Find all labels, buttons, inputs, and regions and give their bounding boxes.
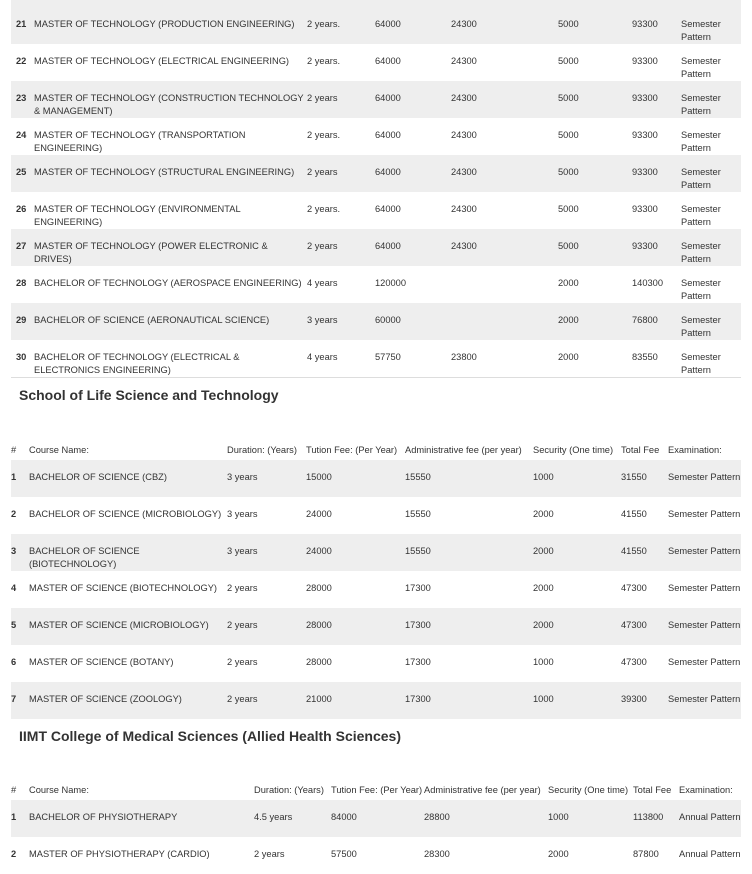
row-number: 2: [11, 509, 17, 519]
security-deposit: 5000: [558, 155, 632, 192]
table-row: [11, 571, 741, 608]
total-fee: 93300: [632, 229, 681, 266]
life-science-fee-table: [11, 424, 741, 719]
administrative-fee: 15550: [405, 534, 533, 571]
row-number: 1: [11, 460, 29, 497]
total-fee: 47300: [621, 608, 668, 645]
total-fee: 93300: [632, 7, 681, 44]
row-number: 4: [11, 583, 17, 593]
security-deposit: 5000: [558, 204, 579, 214]
course-name: BACHELOR OF SCIENCE (CBZ): [29, 460, 227, 497]
section-title-medical: IIMT College of Medical Sciences (Allied Health Sciences): [19, 728, 401, 744]
header-tuition-fee: Tution Fee: (Per Year): [306, 445, 398, 455]
administrative-fee: 24300: [451, 155, 558, 192]
security-deposit: 1000: [548, 800, 633, 837]
duration: 3 years: [307, 303, 375, 340]
security-deposit: 5000: [558, 56, 579, 66]
tuition-fee: 120000: [375, 278, 407, 288]
administrative-fee: 15550: [405, 509, 431, 519]
row-number: 7: [11, 682, 29, 719]
table-row: [11, 81, 741, 118]
duration: 2 years: [227, 682, 306, 719]
total-fee: 47300: [621, 583, 647, 593]
tuition-fee: 64000: [375, 204, 401, 214]
course-name: MASTER OF TECHNOLOGY (ELECTRICAL ENGINEERING): [34, 56, 290, 66]
examination-pattern: Semester Pattern: [668, 534, 741, 571]
table-row: [11, 303, 741, 340]
examination-pattern: Semester Pattern: [668, 682, 741, 719]
tuition-fee: 24000: [306, 509, 332, 519]
security-deposit: 2000: [533, 509, 554, 519]
duration: 2 years: [227, 608, 306, 645]
row-number: 2: [11, 849, 17, 859]
administrative-fee: 24300: [451, 56, 477, 66]
administrative-fee: 23800: [451, 352, 477, 362]
header-administrative-fee: Administrative fee (per year): [405, 445, 522, 455]
course-name: MASTER OF TECHNOLOGY (ENVIRONMENTAL ENGINEERING): [34, 204, 241, 227]
examination-pattern: Semester Pattern: [668, 583, 741, 593]
course-name: BACHELOR OF PHYSIOTHERAPY: [29, 800, 254, 837]
administrative-fee: 24300: [451, 229, 558, 266]
security-deposit: 5000: [558, 229, 632, 266]
examination-pattern: Semester Pattern: [668, 509, 741, 519]
duration: 2 years.: [307, 130, 341, 140]
examination-pattern: Semester Pattern: [681, 155, 741, 192]
course-name: MASTER OF PHYSIOTHERAPY (CARDIO): [29, 849, 210, 859]
row-number: 23: [11, 81, 34, 118]
tuition-fee: 60000: [375, 303, 451, 340]
table-row: [11, 837, 741, 874]
examination-pattern: Semester Pattern: [681, 81, 741, 118]
total-fee: 83550: [632, 352, 658, 362]
row-number: 29: [11, 303, 34, 340]
tuition-fee: 24000: [306, 534, 405, 571]
examination-pattern: Semester Pattern: [681, 278, 721, 301]
security-deposit: 2000: [548, 849, 569, 859]
security-deposit: 2000: [533, 583, 554, 593]
row-number: 30: [16, 352, 27, 362]
course-name: BACHELOR OF TECHNOLOGY (ELECTRICAL & ELECTRONICS ENGINEERING): [34, 352, 240, 375]
administrative-fee: 17300: [405, 682, 533, 719]
engineering-table-bottom: [11, 377, 741, 378]
duration: 2 years: [307, 229, 375, 266]
tuition-fee: 64000: [375, 56, 401, 66]
row-number: 6: [11, 657, 17, 667]
examination-pattern: Semester Pattern: [681, 303, 741, 340]
duration: 4 years: [307, 352, 338, 362]
header-course-name: Course Name:: [29, 785, 89, 795]
header-tuition-fee: Tution Fee: (Per Year): [331, 785, 423, 795]
total-fee: 113800: [633, 800, 679, 837]
table-row: [11, 460, 741, 497]
duration: 2 years.: [307, 56, 341, 66]
course-name: MASTER OF TECHNOLOGY (POWER ELECTRONIC & DRIVES): [34, 229, 307, 266]
course-name: BACHELOR OF TECHNOLOGY (AEROSPACE ENGINEERING): [34, 278, 302, 288]
security-deposit: 1000: [533, 682, 621, 719]
row-number: 25: [11, 155, 34, 192]
course-name: MASTER OF TECHNOLOGY (TRANSPORTATION ENGINEERING): [34, 130, 246, 153]
duration: 2 years: [254, 849, 285, 859]
examination-pattern: Semester Pattern: [681, 352, 721, 375]
administrative-fee: [451, 303, 558, 340]
administrative-fee: [451, 266, 558, 303]
examination-pattern: Semester Pattern: [681, 56, 721, 79]
security-deposit: 2000: [533, 608, 621, 645]
duration: 3 years: [227, 534, 306, 571]
duration: 2 years.: [307, 204, 341, 214]
table-row: [11, 682, 741, 719]
total-fee: 41550: [621, 534, 668, 571]
tuition-fee: 84000: [331, 800, 424, 837]
total-fee: 140300: [632, 278, 664, 288]
header-number: #: [11, 445, 17, 455]
examination-pattern: Semester Pattern: [681, 204, 721, 227]
row-number: 1: [11, 800, 29, 837]
tuition-fee: 64000: [375, 81, 451, 118]
tuition-fee: 28000: [306, 608, 405, 645]
table-row: [11, 645, 741, 682]
administrative-fee: 24300: [451, 7, 558, 44]
medical-fee-table: [11, 765, 741, 874]
table-row: [11, 118, 741, 155]
tuition-fee: 15000: [306, 460, 405, 497]
duration: 2 years: [227, 583, 258, 593]
table-row: [11, 497, 741, 534]
administrative-fee: 15550: [405, 460, 533, 497]
row-number: 27: [11, 229, 34, 266]
header-total-fee: Total Fee: [621, 445, 660, 455]
security-deposit: 2000: [558, 352, 579, 362]
course-name: BACHELOR OF SCIENCE (BIOTECHNOLOGY): [29, 534, 227, 571]
course-name: MASTER OF TECHNOLOGY (PRODUCTION ENGINEERING): [34, 7, 307, 44]
row-number: 22: [16, 56, 27, 66]
previous-row-edge: [11, 0, 741, 7]
duration: 2 years: [307, 81, 375, 118]
header-duration: Duration: (Years): [254, 785, 324, 795]
course-name: BACHELOR OF SCIENCE (AERONAUTICAL SCIENCE): [34, 303, 307, 340]
examination-pattern: Semester Pattern: [668, 608, 741, 645]
examination-pattern: Semester Pattern: [681, 130, 721, 153]
administrative-fee: 24300: [451, 130, 477, 140]
total-fee: 93300: [632, 81, 681, 118]
total-fee: 93300: [632, 130, 658, 140]
duration: 2 years.: [307, 7, 375, 44]
duration: 2 years: [227, 657, 258, 667]
administrative-fee: 24300: [451, 81, 558, 118]
table-row: [11, 800, 741, 837]
tuition-fee: 64000: [375, 229, 451, 266]
administrative-fee: 28800: [424, 800, 548, 837]
security-deposit: 1000: [533, 657, 554, 667]
tuition-fee: 64000: [375, 155, 451, 192]
table-row: [11, 608, 741, 645]
table-row: [11, 266, 741, 303]
course-name: BACHELOR OF SCIENCE (MICROBIOLOGY): [29, 509, 222, 519]
header-duration: Duration: (Years): [227, 445, 297, 455]
examination-pattern: Annual Pattern: [679, 800, 741, 837]
row-number: 26: [16, 204, 27, 214]
table-row: [11, 340, 741, 377]
total-fee: 41550: [621, 509, 647, 519]
examination-pattern: Annual Pattern: [679, 849, 741, 859]
duration: 3 years: [227, 509, 258, 519]
total-fee: 93300: [632, 155, 681, 192]
security-deposit: 5000: [558, 81, 632, 118]
table-row: [11, 192, 741, 229]
course-name: MASTER OF SCIENCE (BIOTECHNOLOGY): [29, 583, 218, 593]
examination-pattern: Semester Pattern: [681, 7, 741, 44]
total-fee: 39300: [621, 682, 668, 719]
total-fee: 31550: [621, 460, 668, 497]
table-row: [11, 7, 741, 44]
header-examination: Examination:: [668, 445, 722, 455]
row-number: 21: [11, 7, 34, 44]
header-security: Security (One time): [533, 445, 614, 455]
total-fee: 76800: [632, 303, 681, 340]
security-deposit: 2000: [558, 278, 579, 288]
table-row: [11, 44, 741, 81]
course-name: MASTER OF SCIENCE (ZOOLOGY): [29, 682, 227, 719]
administrative-fee: 17300: [405, 608, 533, 645]
administrative-fee: 24300: [451, 204, 477, 214]
course-name: MASTER OF TECHNOLOGY (CONSTRUCTION TECHNOLOGY & MANAGEMENT): [34, 81, 307, 118]
header-total-fee: Total Fee: [633, 785, 672, 795]
table-row: [11, 534, 741, 571]
duration: 4.5 years: [254, 800, 331, 837]
total-fee: 93300: [632, 56, 658, 66]
row-number: 3: [11, 534, 29, 571]
row-number: 28: [16, 278, 27, 288]
row-number: 5: [11, 608, 29, 645]
examination-pattern: Semester Pattern: [681, 229, 741, 266]
security-deposit: 5000: [558, 7, 632, 44]
section-title-life-science: School of Life Science and Technology: [19, 387, 279, 403]
course-name: MASTER OF TECHNOLOGY (STRUCTURAL ENGINEERING): [34, 155, 307, 192]
examination-pattern: Semester Pattern: [668, 657, 741, 667]
security-deposit: 2000: [558, 303, 632, 340]
total-fee: 87800: [633, 849, 659, 859]
header-examination: Examination:: [679, 785, 733, 795]
tuition-fee: 21000: [306, 682, 405, 719]
administrative-fee: 17300: [405, 583, 431, 593]
header-security: Security (One time): [548, 785, 629, 795]
tuition-fee: 28000: [306, 657, 332, 667]
tuition-fee: 57500: [331, 849, 357, 859]
administrative-fee: 28300: [424, 849, 450, 859]
duration: 2 years: [307, 155, 375, 192]
total-fee: 93300: [632, 204, 658, 214]
duration: 3 years: [227, 460, 306, 497]
security-deposit: 2000: [533, 534, 621, 571]
engineering-fee-table: [11, 7, 741, 377]
examination-pattern: Semester Pattern: [668, 460, 741, 497]
security-deposit: 1000: [533, 460, 621, 497]
duration: 4 years: [307, 278, 338, 288]
table-row: [11, 229, 741, 266]
header-number: #: [11, 785, 17, 795]
tuition-fee: 28000: [306, 583, 332, 593]
security-deposit: 5000: [558, 130, 579, 140]
course-name: MASTER OF SCIENCE (MICROBIOLOGY): [29, 608, 227, 645]
tuition-fee: 57750: [375, 352, 401, 362]
header-administrative-fee: Administrative fee (per year): [424, 785, 541, 795]
administrative-fee: 17300: [405, 657, 431, 667]
tuition-fee: 64000: [375, 130, 401, 140]
row-number: 24: [16, 130, 27, 140]
course-name: MASTER OF SCIENCE (BOTANY): [29, 657, 174, 667]
header-course-name: Course Name:: [29, 445, 89, 455]
table-row: [11, 155, 741, 192]
total-fee: 47300: [621, 657, 647, 667]
tuition-fee: 64000: [375, 7, 451, 44]
